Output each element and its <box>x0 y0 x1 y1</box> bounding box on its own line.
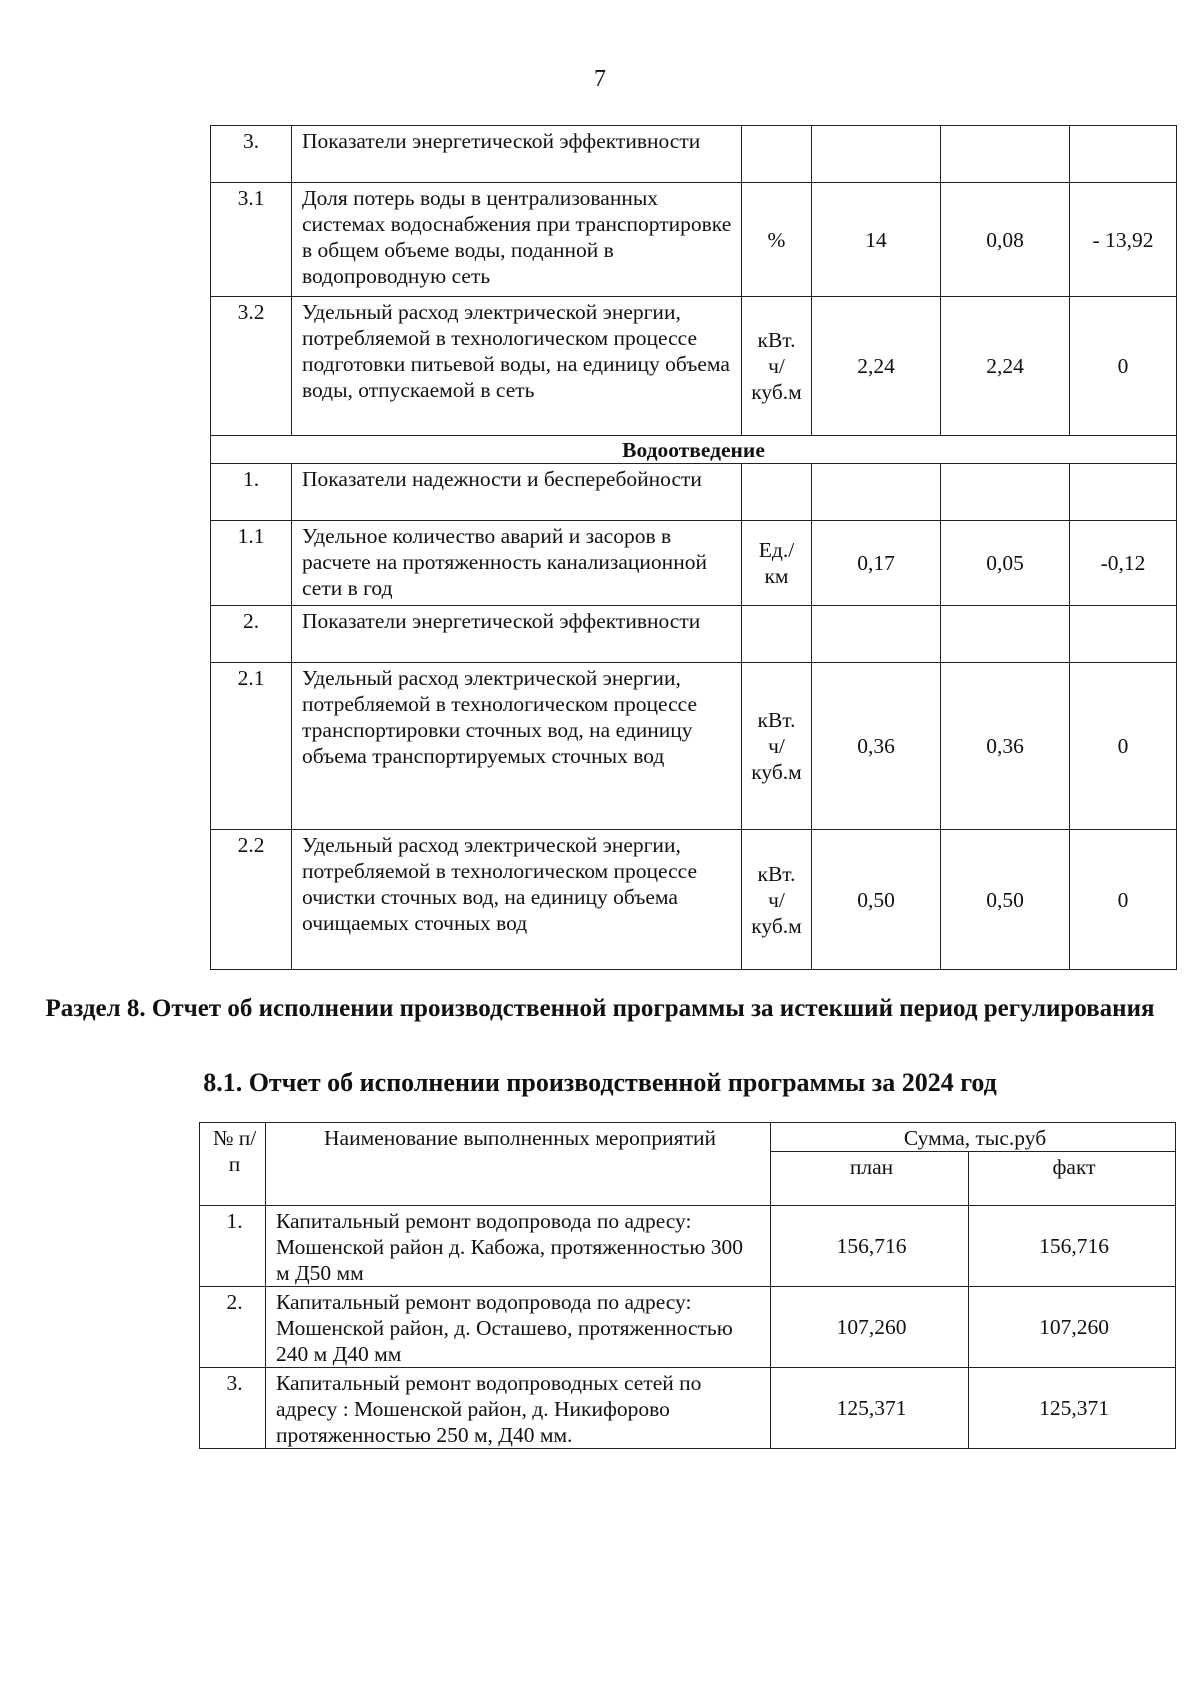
fact-value: 0,08 <box>941 183 1070 297</box>
difference-value: - 13,92 <box>1070 183 1177 297</box>
header-num: № п/п <box>200 1123 266 1206</box>
difference-value: 0 <box>1070 663 1177 830</box>
row-number: 2.1 <box>211 663 292 830</box>
table-row <box>200 1368 1176 1449</box>
fact-value: 0,05 <box>941 521 1070 606</box>
plan-value: 0,17 <box>812 521 941 606</box>
fact-value <box>941 126 1070 183</box>
row-number: 1. <box>211 464 292 521</box>
header-sum: Сумма, тыс.руб <box>771 1123 1176 1152</box>
row-number: 3. <box>211 126 292 183</box>
fact-value: 2,24 <box>941 297 1070 436</box>
plan-value: 0,50 <box>812 830 941 970</box>
row-number: 1.1 <box>211 521 292 606</box>
unit-cell <box>742 126 812 183</box>
difference-value <box>1070 464 1177 521</box>
plan-value: 2,24 <box>812 297 941 436</box>
section-8-title: Раздел 8. Отчет об исполнении производственной программы за истекший период регулирования <box>45 995 1155 1022</box>
plan-value <box>812 464 941 521</box>
indicator-name: Показатели надежности и бесперебойности <box>292 464 742 521</box>
indicators-table <box>210 125 1177 970</box>
fact-value: 0,36 <box>941 663 1070 830</box>
fact-sum: 107,260 <box>969 1287 1176 1368</box>
header-fact: факт <box>969 1152 1176 1206</box>
unit-cell: кВт. ч/куб.м <box>742 663 812 830</box>
row-number: 3.2 <box>211 297 292 436</box>
measure-name: Капитальный ремонт водопровода по адресу: Мошенской район, д. Осташево, протяженностью 240 м Д40 мм <box>266 1287 771 1368</box>
plan-sum: 156,716 <box>771 1206 969 1287</box>
indicator-name: Удельный расход электрической энергии, потребляемой в технологическом процессе подготовки питьевой воды, на единицу объема воды, отпускаемой в сеть <box>292 297 742 436</box>
indicator-name: Показатели энергетической эффективности <box>292 126 742 183</box>
plan-value <box>812 126 941 183</box>
table-row <box>211 521 1177 606</box>
indicator-name: Доля потерь воды в централизованных системах водоснабжения при транспортировке в общем объеме воды, поданной в водопроводную сеть <box>292 183 742 297</box>
unit-cell: Ед./ км <box>742 521 812 606</box>
table-row <box>211 663 1177 830</box>
table-row <box>211 297 1177 436</box>
indicator-name: Удельный расход электрической энергии, потребляемой в технологическом процессе транспортировки сточных вод, на единицу объема транспортируемых сточных вод <box>292 663 742 830</box>
row-number: 3.1 <box>211 183 292 297</box>
indicator-name: Показатели энергетической эффективности <box>292 606 742 663</box>
table-row <box>211 606 1177 663</box>
header-plan: план <box>771 1152 969 1206</box>
indicator-name: Удельное количество аварий и засоров в расчете на протяженность канализационной сети в год <box>292 521 742 606</box>
fact-value: 0,50 <box>941 830 1070 970</box>
fact-sum: 125,371 <box>969 1368 1176 1449</box>
section-row <box>211 436 1177 464</box>
table-row <box>200 1206 1176 1287</box>
table-row <box>211 830 1177 970</box>
section-8-1-title: 8.1. Отчет об исполнении производственной программы за 2024 год <box>203 1068 997 1097</box>
page-number: 7 <box>594 66 606 92</box>
plan-sum: 107,260 <box>771 1287 969 1368</box>
fact-value <box>941 606 1070 663</box>
row-number: 2. <box>211 606 292 663</box>
plan-value: 0,36 <box>812 663 941 830</box>
row-number: 1. <box>200 1206 266 1287</box>
difference-value: 0 <box>1070 297 1177 436</box>
unit-cell: кВт. ч/куб.м <box>742 830 812 970</box>
row-number: 3. <box>200 1368 266 1449</box>
difference-value <box>1070 126 1177 183</box>
unit-cell: кВт. ч/куб.м <box>742 297 812 436</box>
indicator-name: Удельный расход электрической энергии, потребляемой в технологическом процессе очистки сточных вод, на единицу объема очищаемых сточных вод <box>292 830 742 970</box>
table-row <box>211 126 1177 183</box>
report-table <box>199 1122 1176 1449</box>
header-name: Наименование выполненных мероприятий <box>266 1123 771 1206</box>
plan-value: 14 <box>812 183 941 297</box>
measure-name: Капитальный ремонт водопроводных сетей по адресу : Мошенской район, д. Никифорово протяженностью 250 м, Д40 мм. <box>266 1368 771 1449</box>
section-heading: Водоотведение <box>211 436 1177 464</box>
measure-name: Капитальный ремонт водопровода по адресу: Мошенской район д. Кабожа, протяженностью 300 м Д50 мм <box>266 1206 771 1287</box>
difference-value: 0 <box>1070 830 1177 970</box>
table-row <box>211 464 1177 521</box>
plan-value <box>812 606 941 663</box>
report-header-row <box>200 1123 1176 1152</box>
table-row <box>200 1287 1176 1368</box>
fact-value <box>941 464 1070 521</box>
unit-cell <box>742 606 812 663</box>
row-number: 2.2 <box>211 830 292 970</box>
unit-cell: % <box>742 183 812 297</box>
difference-value: -0,12 <box>1070 521 1177 606</box>
difference-value <box>1070 606 1177 663</box>
unit-cell <box>742 464 812 521</box>
plan-sum: 125,371 <box>771 1368 969 1449</box>
fact-sum: 156,716 <box>969 1206 1176 1287</box>
table-row <box>211 183 1177 297</box>
row-number: 2. <box>200 1287 266 1368</box>
